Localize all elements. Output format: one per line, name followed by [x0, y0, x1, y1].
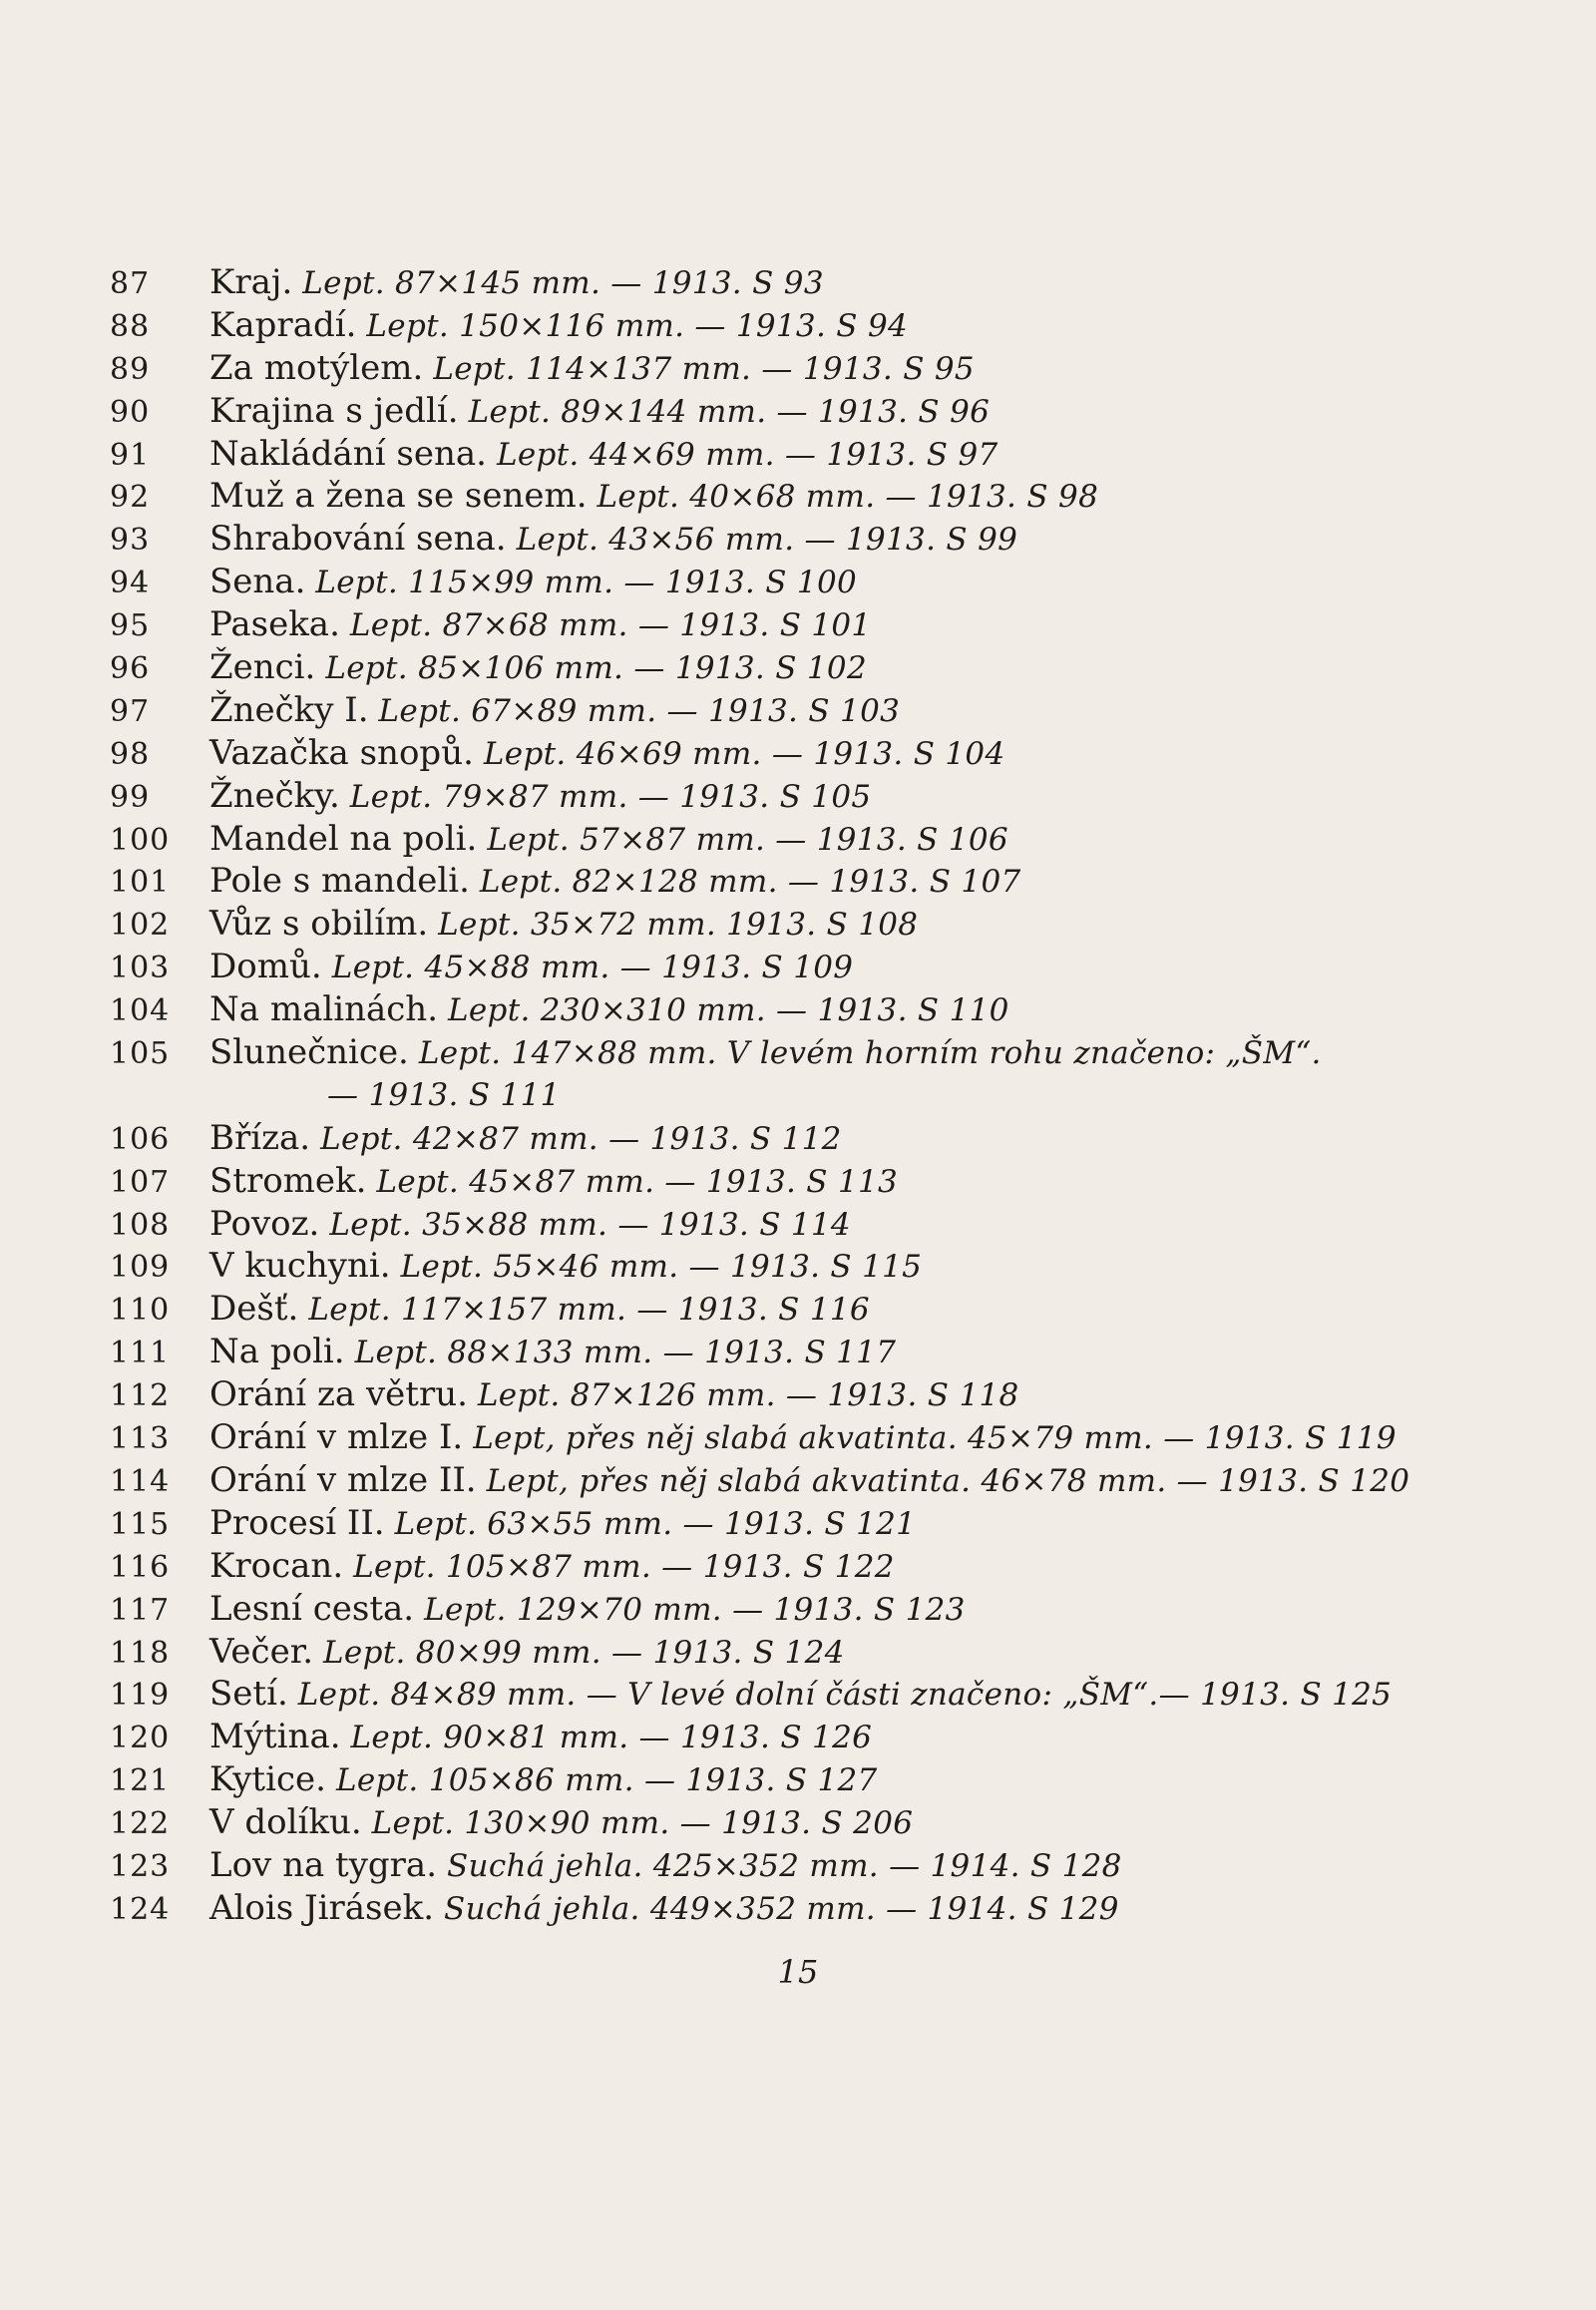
- entry-title: Lov na tygra.: [209, 1844, 438, 1885]
- entry-number: 113: [110, 1421, 171, 1457]
- entry-number: 92: [110, 480, 151, 516]
- entry-description: Lept. 45×87 mm. — 1913. S 113: [376, 1163, 899, 1200]
- entry-number: 117: [110, 1592, 171, 1628]
- entry-number: 116: [110, 1549, 171, 1585]
- catalogue-entry: [110, 689, 1506, 732]
- entry-description: Suchá jehla. 449×352 mm. — 1914. S 129: [444, 1890, 1119, 1927]
- entry-number: 112: [110, 1378, 171, 1414]
- entry-description: Lept. 57×87 mm. — 1913. S 106: [487, 821, 1008, 858]
- entry-title: Povoz.: [209, 1203, 320, 1244]
- entry-description: Lept. 35×88 mm. — 1913. S 114: [329, 1206, 851, 1243]
- entry-title: Stromek.: [209, 1160, 367, 1201]
- entry-title: Žnečky I.: [209, 689, 369, 730]
- entry-title: V kuchyni.: [209, 1246, 391, 1287]
- page-number: 15: [777, 1953, 819, 1991]
- entry-number: 107: [110, 1164, 171, 1200]
- entry-description: Lept. 67×89 mm. — 1913. S 103: [378, 692, 901, 729]
- entry-title: Kytice.: [209, 1759, 326, 1800]
- entry-title: Kapradí.: [209, 304, 357, 345]
- catalogue-entry: [110, 732, 1506, 775]
- entry-title: Bříza.: [209, 1117, 311, 1158]
- entry-number: 122: [110, 1806, 171, 1842]
- catalogue-entry: [110, 518, 1506, 561]
- entry-number: 96: [110, 651, 151, 687]
- entry-title: Vazačka snopů.: [209, 732, 474, 773]
- entry-number: 98: [110, 736, 151, 772]
- catalogue-entry: [110, 347, 1506, 390]
- entry-description: Lept. 115×99 mm. — 1913. S 100: [315, 565, 857, 601]
- entry-continuation: [110, 1074, 1506, 1117]
- catalogue-entry: [110, 1844, 1506, 1887]
- entry-title: Lesní cesta.: [209, 1588, 415, 1629]
- entry-number: 110: [110, 1293, 171, 1329]
- entry-title: Na malinách.: [209, 989, 439, 1030]
- catalogue-entry: [110, 1416, 1506, 1459]
- catalogue-entry: [110, 261, 1506, 304]
- entry-title: Procesí II.: [209, 1502, 385, 1543]
- entry-title: Orání v mlze I.: [209, 1417, 464, 1458]
- entry-description: Lept. 230×310 mm. — 1913. S 110: [448, 992, 1009, 1029]
- entry-description: Lept. 35×72 mm. 1913. S 108: [438, 907, 919, 944]
- entry-description: Lept. 105×86 mm. — 1913. S 127: [335, 1762, 878, 1799]
- catalogue-entry: [110, 988, 1506, 1031]
- entry-description: Lept. 129×70 mm. — 1913. S 123: [424, 1591, 966, 1628]
- entry-title: Muž a žena se senem.: [209, 476, 588, 517]
- entry-description: Lept. 79×87 mm. — 1913. S 105: [349, 778, 872, 815]
- entry-number: 99: [110, 779, 151, 815]
- entry-description: Lept. 105×87 mm. — 1913. S 122: [353, 1548, 895, 1585]
- entry-number: 89: [110, 351, 151, 387]
- entry-description: Lept. 43×56 mm. — 1913. S 99: [516, 522, 1018, 559]
- entry-description: Lept. 130×90 mm. — 1913. S 206: [371, 1805, 914, 1842]
- entry-title: V dolíku.: [209, 1802, 362, 1843]
- entry-title: Krocan.: [209, 1545, 344, 1586]
- entry-description: Lept. 85×106 mm. — 1913. S 102: [325, 650, 867, 687]
- entry-description: Lept. 55×46 mm. — 1913. S 115: [400, 1249, 923, 1286]
- entry-title: Ženci.: [209, 647, 316, 688]
- entry-title: Žnečky.: [209, 775, 340, 816]
- entry-number: 114: [110, 1463, 171, 1499]
- catalogue-entry: [110, 775, 1506, 818]
- entry-list: [110, 261, 1506, 1930]
- entry-number: 91: [110, 437, 151, 473]
- catalogue-entry: [110, 1758, 1506, 1801]
- entry-number: 87: [110, 266, 151, 301]
- catalogue-entry: [110, 561, 1506, 603]
- catalogue-entry: [110, 1588, 1506, 1631]
- catalogue-entry: [110, 304, 1506, 347]
- entry-title: Na poli.: [209, 1332, 345, 1372]
- entry-title: Krajina s jedlí.: [209, 390, 459, 431]
- catalogue-entry: [110, 1031, 1506, 1074]
- entry-description: Lept. 150×116 mm. — 1913. S 94: [366, 307, 909, 344]
- entry-title: Za motýlem.: [209, 347, 424, 388]
- catalogue-entry: [110, 818, 1506, 861]
- entry-number: 105: [110, 1036, 171, 1072]
- entry-description: Lept. 88×133 mm. — 1913. S 117: [354, 1335, 897, 1371]
- entry-number: 94: [110, 566, 151, 601]
- entry-number: 88: [110, 308, 151, 344]
- catalogue-entry: [110, 1160, 1506, 1203]
- catalogue-entry: [110, 1117, 1506, 1160]
- entry-title: Shrabování sena.: [209, 519, 507, 560]
- entry-title: Mandel na poli.: [209, 818, 478, 859]
- entry-description: Lept. 84×89 mm. — V levé dolní části značeno: „ŠM“.— 1913. S 125: [297, 1677, 1393, 1714]
- catalogue-entry: [110, 390, 1506, 433]
- entry-number: 121: [110, 1763, 171, 1799]
- catalogue-entry: [110, 1373, 1506, 1416]
- entry-description: Lept. 46×69 mm. — 1913. S 104: [483, 735, 1005, 772]
- entry-description: Lept. 45×88 mm. — 1913. S 109: [331, 950, 854, 986]
- entry-title: Sena.: [209, 562, 306, 602]
- catalogue-entry: [110, 646, 1506, 689]
- entry-description: Lept, přes něj slabá akvatinta. 46×78 mm. — 1913. S 120: [486, 1462, 1410, 1499]
- entry-number: 97: [110, 693, 151, 729]
- entry-description: Lept. 87×126 mm. — 1913. S 118: [477, 1377, 1019, 1414]
- catalogue-entry: [110, 1203, 1506, 1246]
- entry-title: Mýtina.: [209, 1717, 341, 1757]
- entry-number: 93: [110, 523, 151, 559]
- entry-description: Lept. 42×87 mm. — 1913. S 112: [320, 1120, 842, 1157]
- catalogue-entry: [110, 1673, 1506, 1716]
- entry-title: Dešť.: [209, 1289, 299, 1330]
- catalogue-entry: [110, 1331, 1506, 1373]
- catalogue-entry: [110, 1631, 1506, 1674]
- catalogue-entry: [110, 946, 1506, 988]
- entry-title: Domů.: [209, 947, 322, 987]
- catalogue-entry: [110, 475, 1506, 518]
- entry-title: Orání v mlze II.: [209, 1459, 477, 1500]
- entry-title: Večer.: [209, 1631, 314, 1672]
- entry-number: 124: [110, 1891, 171, 1927]
- entry-description: Lept, přes něj slabá akvatinta. 45×79 mm. — 1913. S 119: [473, 1420, 1396, 1457]
- entry-number: 118: [110, 1635, 171, 1671]
- entry-title: Nakládání sena.: [209, 433, 487, 474]
- entry-description: Lept. 87×68 mm. — 1913. S 101: [349, 607, 872, 644]
- entry-number: 120: [110, 1721, 171, 1756]
- entry-number: 102: [110, 908, 171, 944]
- entry-title: Setí.: [209, 1674, 288, 1715]
- entry-title: Kraj.: [209, 262, 293, 302]
- entry-description: Lept. 44×69 mm. — 1913. S 97: [496, 436, 998, 473]
- entry-number: 119: [110, 1678, 171, 1714]
- entry-description: Lept. 63×55 mm. — 1913. S 121: [394, 1505, 917, 1542]
- entry-description: Lept. 117×157 mm. — 1913. S 116: [308, 1292, 870, 1329]
- entry-title: Pole s mandeli.: [209, 861, 470, 902]
- entry-number: 108: [110, 1207, 171, 1243]
- entry-description: Lept. 80×99 mm. — 1913. S 124: [323, 1634, 845, 1671]
- entry-number: 106: [110, 1121, 171, 1157]
- entry-title: Paseka.: [209, 604, 340, 645]
- entry-description: Lept. 87×145 mm. — 1913. S 93: [302, 265, 824, 301]
- catalogue-entry: [110, 1459, 1506, 1502]
- entry-description: Lept. 147×88 mm. V levém horním rohu značeno: „ŠM“.: [418, 1035, 1322, 1072]
- entry-description: Lept. 89×144 mm. — 1913. S 96: [468, 393, 991, 430]
- entry-description: Lept. 40×68 mm. — 1913. S 98: [597, 479, 1099, 516]
- catalogue-entry: [110, 1245, 1506, 1288]
- entry-number: 100: [110, 822, 171, 858]
- entry-number: 123: [110, 1848, 171, 1884]
- entry-title: Orání za větru.: [209, 1374, 468, 1415]
- entry-description: Suchá jehla. 425×352 mm. — 1914. S 128: [447, 1847, 1122, 1884]
- catalogue-entry: [110, 903, 1506, 946]
- entry-title: Alois Jirásek.: [209, 1887, 435, 1928]
- entry-description: Lept. 82×128 mm. — 1913. S 107: [479, 864, 1021, 901]
- entry-title: Vůz s obilím.: [209, 904, 429, 945]
- entry-number: 109: [110, 1250, 171, 1286]
- entry-description: Lept. 114×137 mm. — 1913. S 95: [433, 350, 975, 387]
- entry-number: 95: [110, 608, 151, 644]
- entry-number: 101: [110, 865, 171, 901]
- entry-number: 115: [110, 1506, 171, 1542]
- catalogue-entry: [110, 1716, 1506, 1758]
- catalogue-entry: [110, 603, 1506, 646]
- entry-title: Slunečnice.: [209, 1032, 409, 1073]
- entry-number: 104: [110, 993, 171, 1029]
- catalogue-entry: [110, 1502, 1506, 1545]
- entry-number: 103: [110, 951, 171, 986]
- catalogue-entry: [110, 1887, 1506, 1930]
- catalogue-entry: [110, 1288, 1506, 1331]
- catalogue-entry: [110, 433, 1506, 476]
- entry-description: Lept. 90×81 mm. — 1913. S 126: [350, 1720, 873, 1756]
- catalogue-entry: [110, 860, 1506, 903]
- entry-number: 111: [110, 1336, 171, 1371]
- entry-description: — 1913. S 111: [327, 1076, 561, 1113]
- entry-number: 90: [110, 394, 151, 430]
- catalogue-entry: [110, 1801, 1506, 1844]
- catalogue-entry: [110, 1545, 1506, 1588]
